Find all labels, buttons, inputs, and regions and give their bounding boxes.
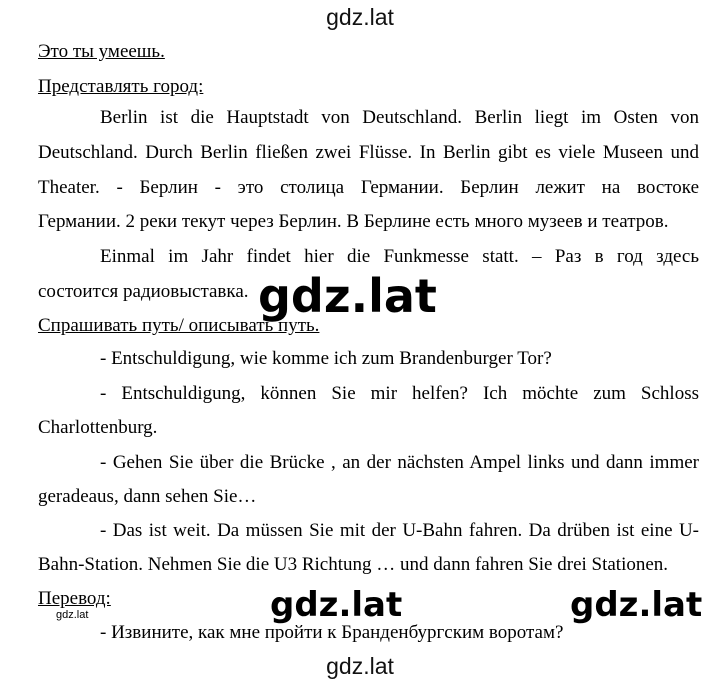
watermark-bottom: gdz.lat [326, 653, 394, 679]
dialogue-line: - Gehen Sie über die Brücke , an der nächsten Ampel links und dann immer [100, 452, 699, 473]
dialogue-line: - Das ist weit. Da müssen Sie mit der U-Bahn fahren. Da drüben ist eine U- [100, 520, 699, 541]
heading-translation: Перевод: [38, 588, 111, 609]
paragraph-line: Berlin ist die Hauptstadt von Deutschland. Berlin liegt im Osten von [100, 107, 699, 128]
dialogue-line: geradeaus, dann sehen Sie… [38, 486, 257, 507]
watermark-tiny: gdz.lat [56, 609, 89, 621]
dialogue-line: Charlottenburg. [38, 417, 158, 438]
heading-present-city: Представлять город: [38, 76, 204, 97]
dialogue-line: - Entschuldigung, wie komme ich zum Brandenburger Tor? [100, 348, 552, 369]
paragraph-line: Einmal im Jahr findet hier die Funkmesse statt. – Раз в год здесь [100, 246, 699, 267]
paragraph-line: состоится радиовыставка. [38, 281, 249, 302]
watermark-bottom-right: gdz.lat [570, 585, 703, 625]
dialogue-line: Bahn-Station. Nehmen Sie die U3 Richtung … und dann fahren Sie drei Stationen. [38, 554, 669, 575]
heading-ask-directions: Спрашивать путь/ описывать путь. [38, 315, 320, 336]
heading-you-can: Это ты умеешь. [38, 41, 165, 62]
paragraph-line: Theater. - Берлин - это столица Германии. Берлин лежит на востоке [38, 177, 699, 198]
watermark-top: gdz.lat [326, 4, 394, 30]
watermark-bottom-left: gdz.lat [270, 585, 403, 625]
translation-line: - Извините, как мне пройти к Бранденбургским воротам? [100, 622, 564, 643]
paragraph-line: Deutschland. Durch Berlin fließen zwei Flüsse. In Berlin gibt es viele Museen und [38, 142, 699, 163]
dialogue-line: - Entschuldigung, können Sie mir helfen? Ich möchte zum Schloss [100, 383, 699, 404]
paragraph-line: Германии. 2 реки текут через Берлин. В Берлине есть много музеев и театров. [38, 211, 669, 232]
watermark-center: gdz.lat [258, 269, 437, 323]
